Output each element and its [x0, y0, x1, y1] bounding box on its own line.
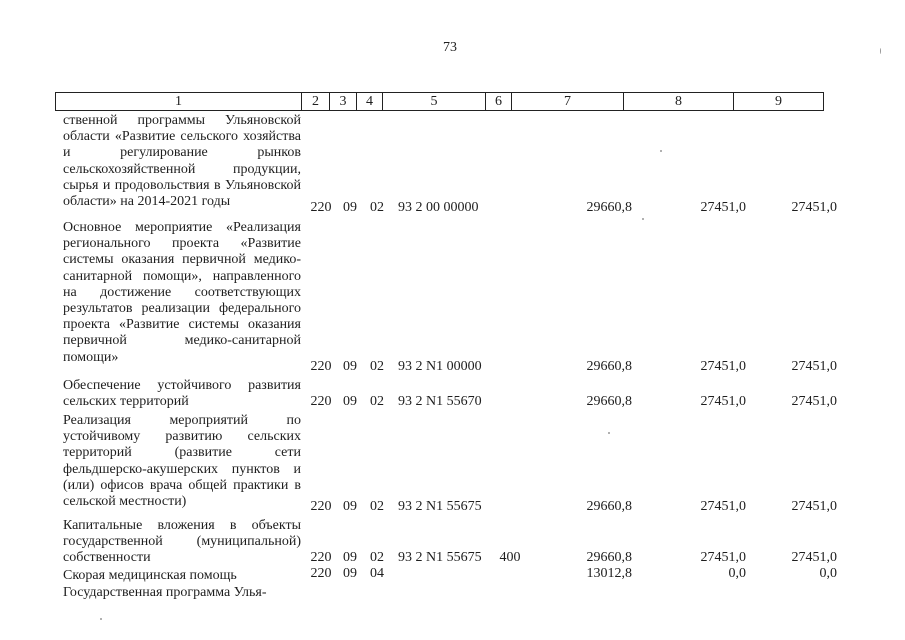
column-header-3: 3 — [330, 93, 357, 111]
row-cell-7: 29660,8 — [586, 359, 632, 374]
row-cell-4: 02 — [370, 359, 384, 374]
row-cell-5: 93 2 N1 55675 — [398, 550, 482, 565]
row-description: Основное мероприятие «Реализация регионального проекта «Развитие системы оказания первичной медико-санитарной помощи», направленного на достижение соответствующих результатов реализации федерального проекта «Развитие системы оказания первичной медико-санитарной помощи» — [63, 220, 301, 365]
page-number: 73 — [443, 40, 457, 55]
row-cell-8: 27451,0 — [700, 499, 746, 514]
scan-speck — [608, 432, 610, 434]
row-cell-8: 27451,0 — [700, 550, 746, 565]
row-cell-3: 09 — [343, 394, 357, 409]
row-cell-3: 09 — [343, 566, 357, 581]
row-cell-3: 09 — [343, 550, 357, 565]
row-cell-2: 220 — [310, 394, 332, 409]
column-header-7: 7 — [512, 93, 624, 111]
column-header-row — [55, 92, 824, 111]
row-cell-7: 29660,8 — [586, 550, 632, 565]
row-cell-6: 400 — [499, 550, 521, 565]
column-header-5: 5 — [383, 93, 486, 111]
row-cell-8: 27451,0 — [700, 359, 746, 374]
row-cell-9: 27451,0 — [791, 394, 837, 409]
row-cell-5: 93 2 00 00000 — [398, 200, 479, 215]
column-header-2: 2 — [302, 93, 330, 111]
row-cell-7: 29660,8 — [586, 200, 632, 215]
row-cell-7: 29660,8 — [586, 394, 632, 409]
scan-speck — [100, 618, 102, 620]
row-cell-5: 93 2 N1 55675 — [398, 499, 482, 514]
row-cell-9: 27451,0 — [791, 200, 837, 215]
column-header-1: 1 — [56, 93, 302, 111]
row-cell-4: 04 — [370, 566, 384, 581]
row-cell-2: 220 — [310, 200, 332, 215]
row-description: Реализация мероприятий по устойчивому развитию сельских территорий (развитие сети фельдшерско-акушерских пунктов и (или) офисов врача общей практики в сельской местности) — [63, 413, 301, 510]
row-cell-2: 220 — [310, 499, 332, 514]
row-description: Государственная программа Улья- — [63, 585, 267, 600]
row-cell-5: 93 2 N1 55670 — [398, 394, 482, 409]
scan-speck — [880, 48, 881, 54]
row-cell-4: 02 — [370, 499, 384, 514]
row-cell-2: 220 — [310, 550, 332, 565]
row-cell-8: 27451,0 — [700, 394, 746, 409]
row-cell-4: 02 — [370, 200, 384, 215]
row-cell-9: 27451,0 — [791, 499, 837, 514]
row-cell-8: 27451,0 — [700, 200, 746, 215]
row-cell-9: 0,0 — [819, 566, 837, 581]
row-description: Скорая медицинская помощь — [63, 568, 237, 583]
row-description: ственной программы Ульяновской области «Развитие сельского хозяйства и регулирование рынков сельскохозяйственной продукции, сырья и продовольствия в Ульяновской области» на 2014-2021 годы — [63, 113, 301, 210]
column-header-4: 4 — [357, 93, 383, 111]
row-cell-5: 93 2 N1 00000 — [398, 359, 482, 374]
row-cell-2: 220 — [310, 566, 332, 581]
row-description: Капитальные вложения в объекты государственной (муниципальной) собственности — [63, 518, 301, 566]
column-header-9: 9 — [734, 93, 824, 111]
row-cell-8: 0,0 — [728, 566, 746, 581]
row-cell-9: 27451,0 — [791, 550, 837, 565]
row-cell-7: 13012,8 — [586, 566, 632, 581]
row-cell-3: 09 — [343, 200, 357, 215]
row-cell-2: 220 — [310, 359, 332, 374]
scan-speck — [642, 218, 644, 220]
column-header-8: 8 — [624, 93, 734, 111]
row-cell-4: 02 — [370, 394, 384, 409]
scan-speck — [660, 150, 662, 152]
row-description: Обеспечение устойчивого развития сельских территорий — [63, 378, 301, 410]
row-cell-7: 29660,8 — [586, 499, 632, 514]
row-cell-9: 27451,0 — [791, 359, 837, 374]
row-cell-3: 09 — [343, 499, 357, 514]
column-header-6: 6 — [486, 93, 512, 111]
row-cell-3: 09 — [343, 359, 357, 374]
row-cell-4: 02 — [370, 550, 384, 565]
